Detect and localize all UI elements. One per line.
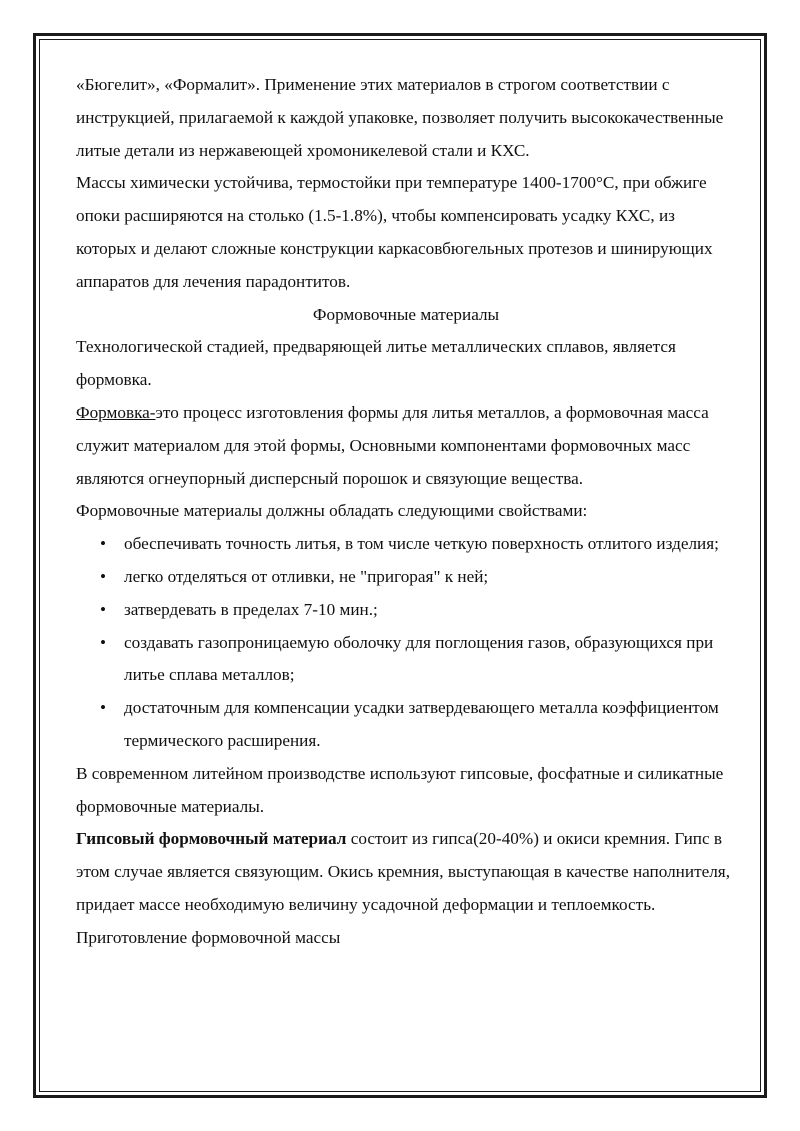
section-heading: Формовочные материалы (312, 304, 500, 324)
paragraph-5: Формовочные материалы должны обладать следующими свойствами: (76, 501, 588, 521)
term-formovka: Формовка- (76, 402, 156, 422)
paragraph-3: Технологической стадией, предваряющей литье металлических сплавов, является формовка. (76, 337, 676, 390)
document-body (76, 69, 736, 955)
paragraph-1: «Бюгелит», «Формалит». Применение этих материалов в строгом соответствии с инструкцией, прилагаемой к каждой упаковке, позволяет получить высококачественные литые детали из нержавеющей хромоникелевой стали и КХС. (76, 75, 724, 160)
list-item: • создавать газопроницаемую оболочку для поглощения газов, образующихся при литье сплава металлов; (76, 627, 736, 693)
list-item: • затвердевать в пределах 7-10 мин.; (76, 594, 736, 627)
paragraph-4 (76, 397, 736, 495)
bold-term-gypsum: Гипсовый формовочный материал (76, 829, 347, 849)
paragraph-7 (76, 823, 736, 954)
list-item: • обеспечивать точность литья, в том числе четкую поверхность отлитого изделия; (76, 528, 736, 561)
paragraph-2: Массы химически устойчива, термостойки при температуре 1400-1700°С, при обжиге опоки расширяются на столько (1.5-1.8%), чтобы компенсировать усадку КХС, из которых и делают сложные конструкции каркасовбюгельных протезов и шинирующих аппаратов для лечения парадонтитов. (76, 173, 713, 291)
list-item: • легко отделяться от отливки, не "пригорая" к ней; (76, 561, 736, 594)
paragraph-6: В современном литейном производстве используют гипсовые, фосфатные и силикатные формовочные материалы. (76, 763, 724, 816)
properties-list (76, 528, 736, 758)
paragraph-7-text: состоит из гипса(20-40%) и окиси кремния. Гипс в этом случае является связующим. Окись кремния, выступающая в качестве наполнителя, придает массе необходимую величину усадочной деформации и теплоемкость. Приготовление формовочной массы (76, 829, 730, 947)
list-item: • достаточным для компенсации усадки затвердевающего металла коэффициентом термического расширения. (76, 692, 736, 758)
paragraph-4-text: это процесс изготовления формы для литья металлов, а формовочная масса служит материалом для этой формы, Основными компонентами формовочных масс являются огнеупорный дисперсный порошок и связующие вещества. (76, 402, 709, 488)
